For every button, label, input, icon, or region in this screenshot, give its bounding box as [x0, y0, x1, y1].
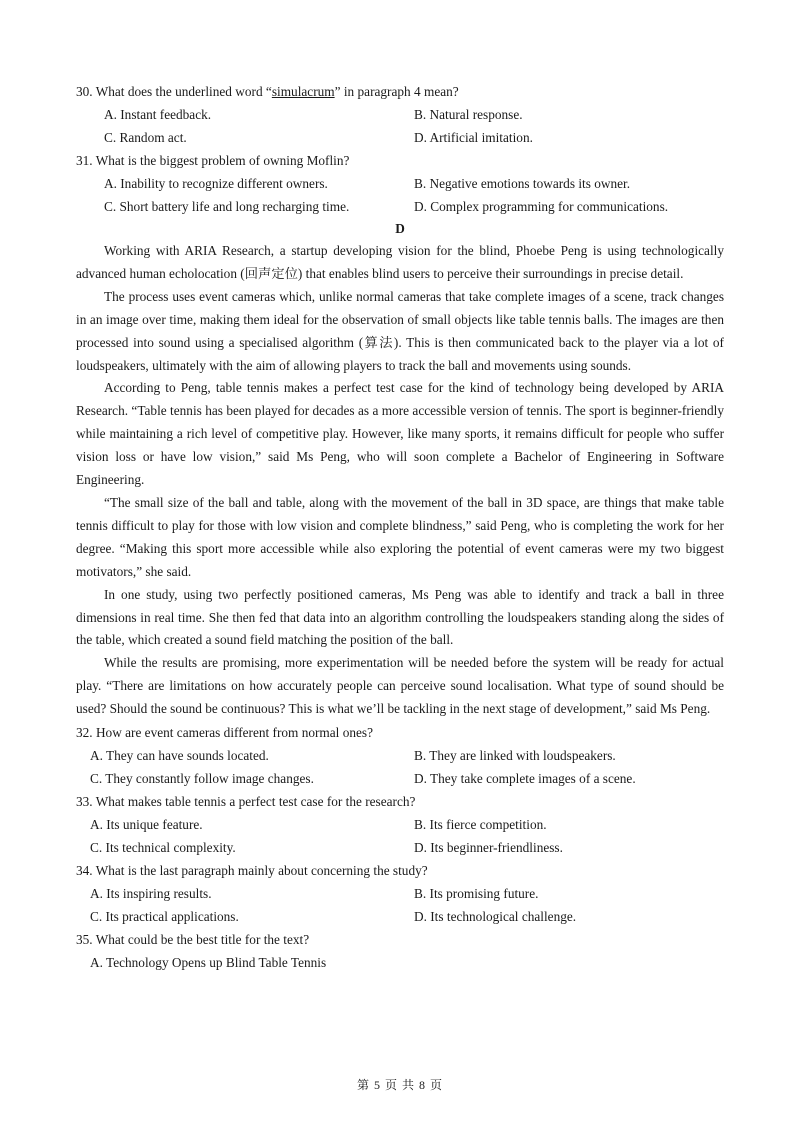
question-34-stem: 34. What is the last paragraph mainly about concerning the study?	[76, 863, 428, 879]
passage-paragraph-5: In one study, using two perfectly positioned cameras, Ms Peng was able to identify and track a ball in three dimensions in real time. She then fed that data into an algorithm controlling the loudspeakers standing along the sides of the table, which created a sound field matching the position of the ball.	[76, 586, 724, 648]
question-32-options-row-2	[76, 767, 724, 790]
question-30-options-row-2	[76, 126, 724, 149]
question-30-stem-start: 30. What does the underlined word “	[76, 84, 272, 99]
option-32-a[interactable]: A. They can have sounds located.	[90, 748, 269, 764]
page-content	[76, 80, 724, 974]
question-35-stem: 35. What could be the best title for the text?	[76, 932, 310, 948]
underlined-word: simulacrum	[271, 84, 335, 99]
option-34-c[interactable]: C. Its practical applications.	[90, 909, 239, 925]
question-33-stem: 33. What makes table tennis a perfect test case for the research?	[76, 794, 416, 810]
question-30-stem-end: ” in paragraph 4 mean?	[334, 84, 459, 99]
page-footer: 第 5 页 共 8 页	[356, 1078, 443, 1092]
question-31-options-row-2	[76, 195, 724, 218]
question-31-stem: 31. What is the biggest problem of owning Moflin?	[76, 153, 350, 168]
passage-paragraph-1: Working with ARIA Research, a startup developing vision for the blind, Phoebe Peng is using technologically advanced human echolocation (回声定位) that enables blind users to perceive their surroundings in precise detail.	[76, 243, 724, 281]
passage-paragraph-4: “The small size of the ball and table, along with the movement of the ball in 3D space, are things that make table tennis difficult to play for those with low vision and complete blindness,” said Peng, who is completing the work for her degree. “Making this sport more accessible while also exploring the potential of event cameras were my two biggest motivators,” she said.	[76, 494, 724, 579]
option-34-b[interactable]: B. Its promising future.	[414, 886, 539, 902]
passage-paragraph-3: According to Peng, table tennis makes a perfect test case for the kind of technology being developed by ARIA Research. “Table tennis has been played for decades as a more accessible version of tennis. The sport is beginner-friendly while maintaining a rich level of competitive play. However, like many sports, it remains difficult for people who suffer vision loss or have low vision,” said Ms Peng, who will soon complete a Bachelor of Engineering in Software Engineering.	[76, 380, 724, 488]
option-35-a[interactable]: A. Technology Opens up Blind Table Tennis	[90, 955, 327, 971]
passage-paragraph-6: While the results are promising, more experimentation will be needed before the system will be ready for actual play. “There are limitations on how accurately people can perceive sound localisation. What type of sound should be used? Should the sound be continuous? This is what we’ll be tackling in the next stage of development,” said Ms Peng.	[76, 655, 724, 717]
section-heading: D	[395, 221, 405, 236]
option-31-c[interactable]: C. Short battery life and long recharging time.	[104, 199, 350, 214]
option-32-c[interactable]: C. They constantly follow image changes.	[90, 771, 314, 787]
option-32-d[interactable]: D. They take complete images of a scene.	[414, 771, 636, 787]
question-35-options-row-1	[76, 951, 724, 974]
question-31-options-row-1	[76, 172, 724, 195]
option-30-d[interactable]: D. Artificial imitation.	[414, 130, 533, 145]
question-34-options-row-2	[76, 905, 724, 928]
question-33-options-row-2	[76, 836, 724, 859]
option-30-c[interactable]: C. Random act.	[104, 130, 187, 145]
option-31-d[interactable]: D. Complex programming for communications.	[414, 199, 669, 214]
question-33-options-row-1	[76, 813, 724, 836]
option-31-a[interactable]: A. Inability to recognize different owners.	[104, 176, 328, 191]
question-30-options-row-1	[76, 103, 724, 126]
option-33-c[interactable]: C. Its technical complexity.	[90, 840, 236, 856]
option-32-b[interactable]: B. They are linked with loudspeakers.	[414, 748, 616, 764]
passage-paragraph-2: The process uses event cameras which, unlike normal cameras that take complete images of a scene, track changes in an image over time, making them ideal for the observation of small objects like table tennis balls. The images are then processed into sound using a specialised algorithm (算法). This is then communicated back to the player via a lot of loudspeakers, ultimately with the aim of allowing players to track the ball and movements using sounds.	[76, 288, 724, 373]
question-32-options-row-1	[76, 744, 724, 767]
option-31-b[interactable]: B. Negative emotions towards its owner.	[414, 176, 631, 191]
option-33-d[interactable]: D. Its beginner-friendliness.	[414, 840, 563, 856]
option-34-d[interactable]: D. Its technological challenge.	[414, 909, 577, 925]
question-34-options-row-1	[76, 882, 724, 905]
option-33-a[interactable]: A. Its unique feature.	[90, 817, 203, 833]
option-33-b[interactable]: B. Its fierce competition.	[414, 817, 547, 833]
option-30-b[interactable]: B. Natural response.	[414, 107, 523, 122]
option-34-a[interactable]: A. Its inspiring results.	[90, 886, 212, 902]
option-30-a[interactable]: A. Instant feedback.	[104, 107, 212, 122]
question-32-stem: 32. How are event cameras different from normal ones?	[76, 725, 373, 741]
question-30-stem	[76, 80, 724, 103]
